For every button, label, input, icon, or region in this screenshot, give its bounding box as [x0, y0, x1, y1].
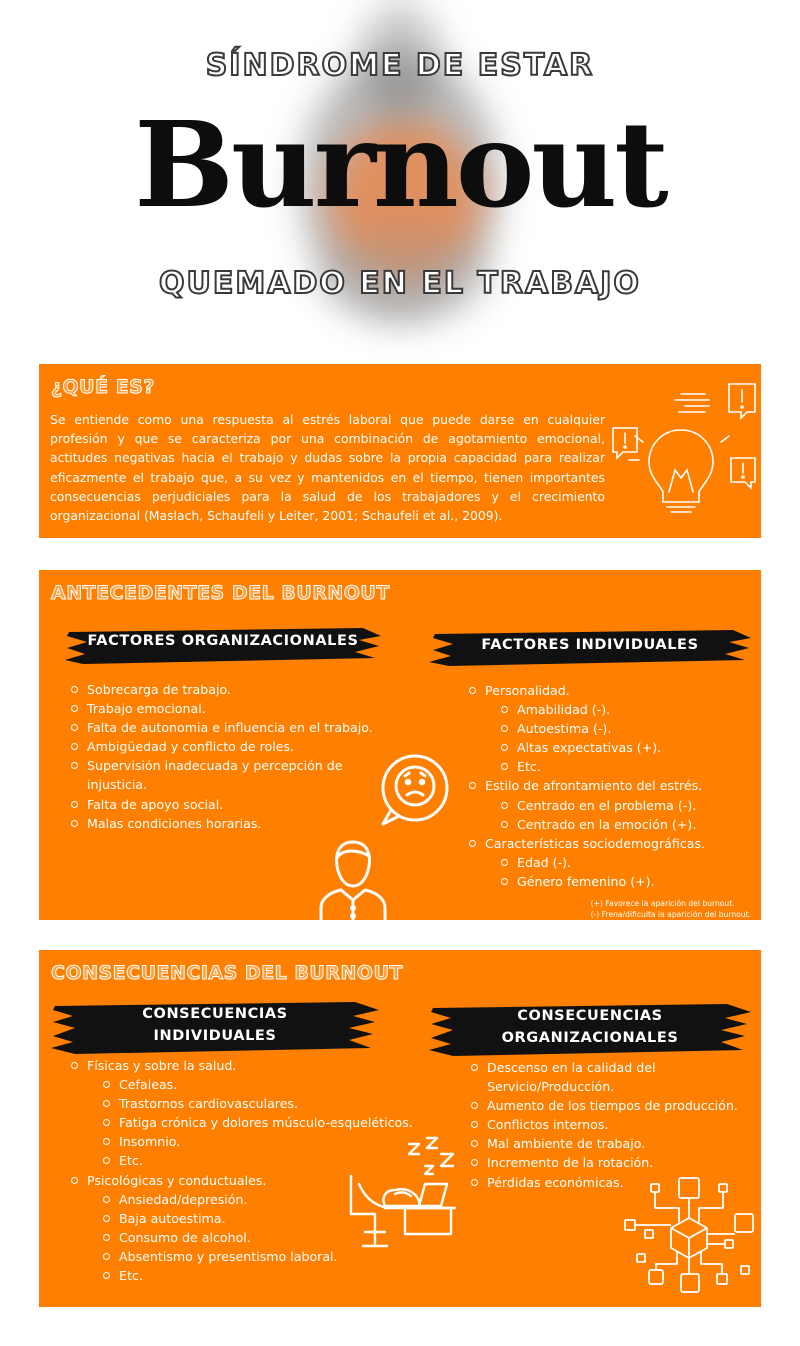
label-text-line2: ORGANIZACIONALES: [501, 1030, 679, 1046]
group-label: Características sociodemográficas.: [485, 835, 706, 851]
group-label: Físicas y sobre la salud.: [87, 1058, 237, 1073]
list-item: Conflictos internos.: [471, 1115, 756, 1134]
list-item: Amabilidad (-).: [501, 700, 759, 719]
label-text-line1: CONSECUENCIAS: [142, 1006, 288, 1022]
section-title: ANTECEDENTES DEL BURNOUT: [51, 582, 390, 604]
label-text: FACTORES ORGANIZACIONALES: [87, 633, 359, 649]
list-item: Aumento de los tiempos de producción.: [471, 1096, 756, 1115]
list-item: Baja autoestima.: [103, 1209, 421, 1228]
list-item: Ansiedad/depresión.: [103, 1190, 421, 1209]
network-cube-icon: [621, 1174, 757, 1298]
label-text-line2: INDIVIDUALES: [153, 1028, 277, 1044]
label-factores-organizacionales: [63, 622, 383, 668]
list-item: Ambigüedad y conflicto de roles.: [71, 737, 401, 756]
list-item: Centrado en la emoción (+).: [501, 815, 759, 834]
section-title: CONSECUENCIAS DEL BURNOUT: [51, 962, 403, 984]
section-que-es: [39, 364, 761, 538]
lightbulb-icon: [609, 380, 759, 520]
list-item: Género femenino (+).: [501, 872, 759, 891]
legend: [591, 898, 751, 920]
sleeping-worker-icon: [345, 1136, 463, 1252]
list-item: Cefaleas.: [103, 1075, 421, 1094]
definition-text: Se entiende como una respuesta al estrés laboral que puede darse en cualquier profesión y que se caracteriza por una combinación de agotamiento emocional, actitudes negativas hacia el trabajo y dudas sobre la propia capacidad para realizar eficazmente el trabajo que, a su vez y mantenidos en el tiempo, tienen importantes consecuencias perjudiciales para la salud de los trabajadores y el crecimiento organizacional (Maslach, Schaufeli y Leiter, 2001; Schaufeli et al., 2009).: [50, 412, 605, 524]
list-item: Insomnio.: [103, 1132, 421, 1151]
list-item: Mal ambiente de trabajo.: [471, 1134, 756, 1153]
group-label: Estilo de afrontamiento del estrés.: [485, 778, 703, 794]
label-consecuencias-individuales: [49, 998, 381, 1058]
section-antecedentes: [39, 570, 761, 920]
list-item: Fatiga crónica y dolores músculo-esqueléticos.: [103, 1113, 421, 1132]
legend-plus: (+) Favorece la aparición del burnout.: [590, 899, 735, 908]
list-item: Consumo de alcohol.: [103, 1228, 421, 1247]
legend-minus: (-) Frena/dificulta la aparición del burnout.: [590, 910, 751, 919]
list-item: Etc.: [501, 757, 759, 776]
section-consecuencias: [39, 950, 761, 1307]
list-item: Absentismo y presentismo laboral.: [103, 1247, 421, 1266]
group-label: Psicológicas y conductuales.: [87, 1172, 267, 1188]
list-item: Falta de autonomia e influencia en el trabajo.: [71, 718, 401, 737]
header-main-title: Burnout: [134, 95, 666, 234]
list-item: Trastornos cardiovasculares.: [103, 1094, 421, 1113]
list-item: Altas expectativas (+).: [501, 738, 759, 757]
list-consecuencias-organizacionales: [471, 1058, 756, 1192]
list-item: Trabajo emocional.: [71, 699, 401, 718]
list-item: [469, 681, 759, 776]
list-item: Etc.: [103, 1151, 421, 1170]
list-item: Malas condiciones horarias.: [71, 814, 401, 833]
section-title: ¿QUÉ ES?: [51, 376, 155, 398]
list-item: Pérdidas económicas.: [471, 1173, 756, 1192]
list-item: [469, 834, 759, 891]
list-item: Sobrecarga de trabajo.: [71, 680, 401, 699]
label-consecuencias-organizacionales: [427, 1000, 753, 1060]
header-subtitle-top: SÍNDROME DE ESTAR: [205, 48, 595, 83]
list-item: Falta de apoyo social.: [71, 795, 401, 814]
list-item: Incremento de la rotación.: [471, 1153, 756, 1172]
list-item: Etc.: [103, 1266, 421, 1285]
label-text-line1: CONSECUENCIAS: [517, 1008, 663, 1024]
list-item: Descenso en la calidad del Servicio/Producción.: [471, 1058, 756, 1096]
label-factores-individuales: [427, 624, 753, 670]
group-label: Personalidad.: [485, 683, 570, 698]
list-factores-individuales: [469, 681, 759, 891]
list-item: Supervisión inadecuada y percepción de injusticia.: [71, 756, 401, 794]
list-item: [469, 776, 759, 833]
label-text: FACTORES INDIVIDUALES: [481, 637, 699, 653]
list-item: Centrado en el problema (-).: [501, 796, 759, 815]
header: [0, 0, 800, 340]
list-item: Edad (-).: [501, 853, 759, 872]
list-item: Autoestima (-).: [501, 719, 759, 738]
header-subtitle-bottom: QUEMADO EN EL TRABAJO: [159, 266, 641, 301]
sad-worker-icon: [309, 748, 459, 920]
